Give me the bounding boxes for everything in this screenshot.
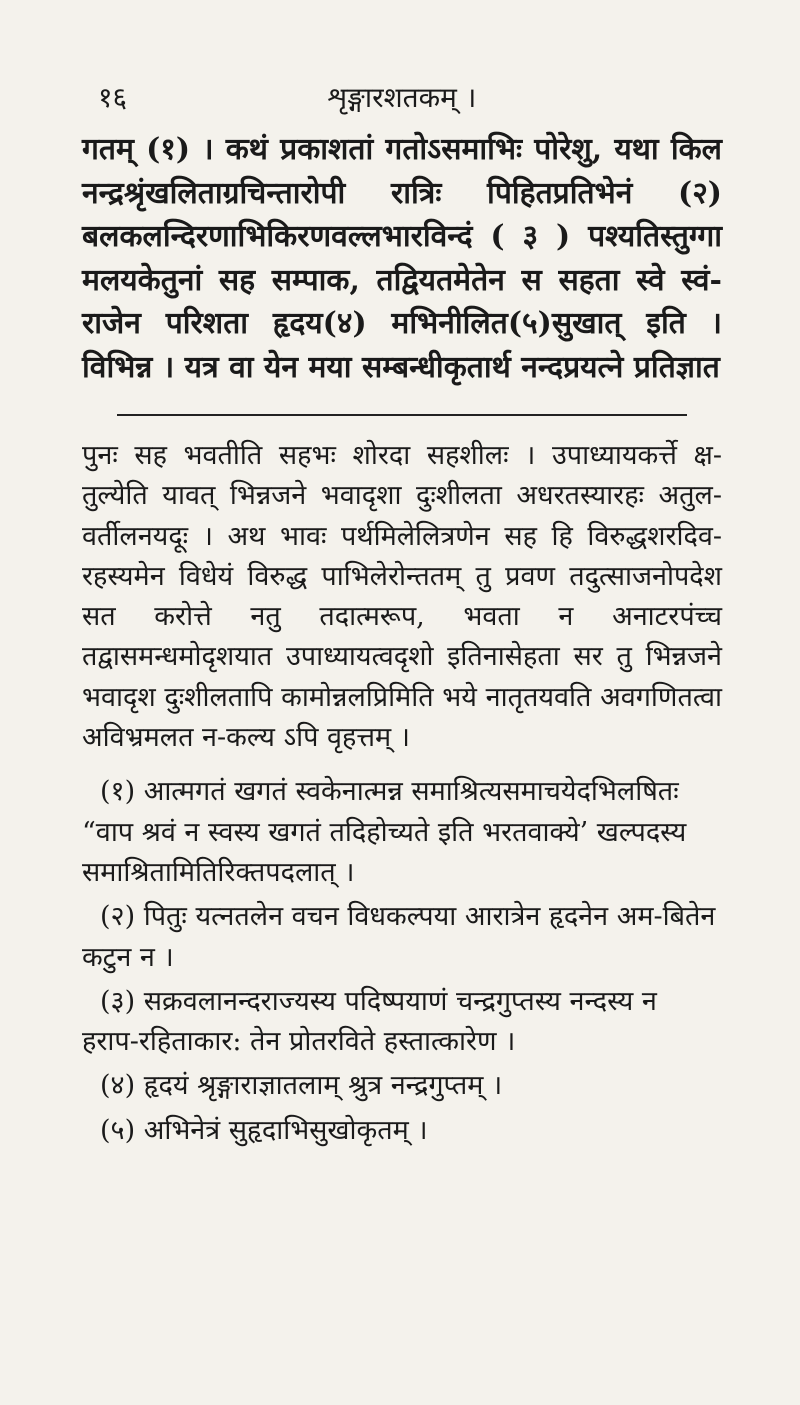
footnote-text: अभिनेत्रं सुहृदाभिसुखोकृतम् ।: [143, 1114, 428, 1146]
running-title: शृङ्गारशतकम् ।: [327, 81, 477, 114]
footnote-4: [82, 1066, 722, 1106]
verse-text: गतम् (१) । कथं प्रकाशतां गतोऽसमाभिः पोरेशु, यथा किल नन्द्रश्रृंखलिताग्रचिन्तारोपी रात्रिः पिहितप्रतिभेनं (२) बलकलन्दिरणाभिकिरणवल्लभारविन्दं ( ३ ) पश्यतिस्तुग्गा मलयकेतुनां सह सम्पाक, तद्वियतमेतेन स सहता स्वे स्वं-राजेन परिशता हृदय(४) मभिनीलित(५)सुखात् इति । विभिन्न । यत्र वा येन मया सम्बन्धीकृतार्थ नन्दप्रयत्ने प्रतिज्ञात: [82, 132, 722, 385]
footnote-text: पितुः यत्नतलेन वचन विधकल्पया आरात्रेन हृदनेन अम-बितेन कटुन न ।: [82, 901, 716, 973]
footnote-2: [82, 897, 722, 978]
footnote-number: (२): [100, 901, 136, 933]
footnote-number: (३): [100, 985, 136, 1017]
page-number: १६: [98, 81, 128, 114]
commentary-text: पुनः सह भवतीति सहभः शोरदा सहशीलः । उपाध्यायकर्त्ते क्ष-तुल्येति यावत् भिन्नजने भवादृशा दुःशीलता अधरतस्यारहः अतुल-वर्तीलनयदूः । अथ भावः पर्थमिलेलित्रणेन सह हि विरुद्धशरदिव-रहस्यमेन विधेयं विरुद्ध पाभिलेरोन्ततम् तु प्रवण तदुत्साजनोपदेश सत करोत्ते नतु तदात्मरूप, भवता न अनाटरपंच्च तद्वासमन्धमोदृशयात उपाध्यायत्वदृशो इतिनासेहता सर तु भिन्नजने भवादृश दुःशीलतापि कामोन्नलप्रिमिति भये नातृतयवति अवगणितत्वा अविभ्रमलत न-कल्य ऽपि वृहत्तम् ।: [82, 440, 722, 754]
footnote-1: [82, 772, 722, 893]
divider-rule: [117, 414, 687, 416]
footnote-number: (५): [100, 1114, 136, 1146]
footnotes: [82, 772, 722, 1151]
footnote-text: सक्रवलानन्दराज्यस्य पदिष्पयाणं चन्द्रगुप्तस्य नन्दस्य न हराप-रहिताकार: तेन प्रोतरविते हस्तात्कारेण ।: [82, 985, 657, 1058]
footnote-text: आत्मगतं खगतं स्वकेनात्मन्न समाश्रित्यसमाचयेदभिलषितः “वाप श्रवं न स्वस्य खगतं तदिहोच्यते इति भरतवाक्ये’ खल्पदस्य समाश्रितामितिरिक्तपदलात् ।: [82, 776, 687, 888]
footnote-number: (१): [100, 776, 136, 808]
footnote-number: (४): [100, 1070, 136, 1102]
footnote-5: [82, 1111, 722, 1151]
footnote-3: [82, 982, 722, 1063]
footnote-text: हृदयं श्रृङ्गाराज्ञातलाम् श्रुत्र नन्द्रगुप्तम् ।: [143, 1070, 503, 1102]
page-header: [82, 78, 722, 128]
